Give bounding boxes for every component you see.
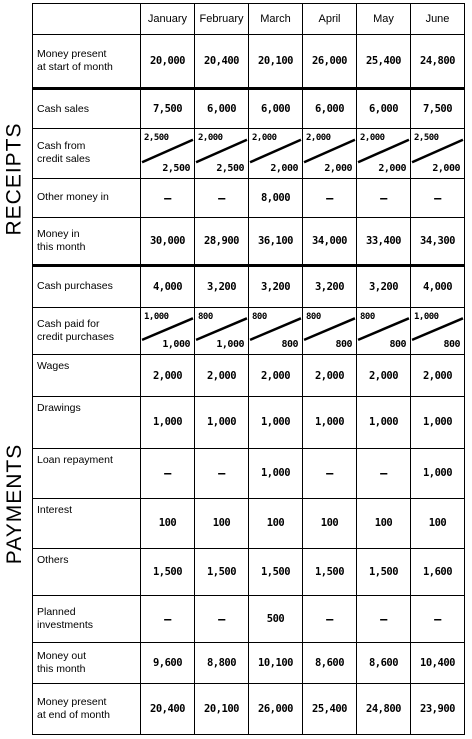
split-value-cell <box>141 307 195 355</box>
value-cell: — <box>357 448 411 498</box>
row-label-line: Planned <box>37 605 76 618</box>
value-cell: 20,400 <box>195 35 249 89</box>
table-row-cash-purchases <box>33 265 465 307</box>
row-label-line: Money out <box>37 650 87 663</box>
split-cell-content <box>249 308 302 355</box>
value-cell: 1,600 <box>411 548 465 595</box>
split-value-cell <box>357 307 411 355</box>
value-cell: — <box>141 448 195 498</box>
row-label <box>33 265 141 307</box>
planned-value: 2,500 <box>414 132 439 143</box>
row-label-line: this month <box>37 663 86 676</box>
planned-value: 800 <box>360 311 375 322</box>
value-cell: 26,000 <box>249 683 303 734</box>
value-cell: 28,900 <box>195 218 249 266</box>
value-cell: 9,600 <box>141 643 195 684</box>
month-header: February <box>195 4 249 35</box>
actual-value: 800 <box>281 339 298 351</box>
value-cell: 8,000 <box>249 178 303 218</box>
value-cell: 1,000 <box>249 448 303 498</box>
value-cell: 1,000 <box>411 448 465 498</box>
table-row-drawings <box>33 396 465 448</box>
actual-value: 800 <box>389 339 406 351</box>
split-value-cell <box>303 128 357 178</box>
actual-value: 1,000 <box>216 339 244 351</box>
row-label <box>33 89 141 129</box>
table-row-start <box>33 35 465 89</box>
value-cell: 1,000 <box>249 396 303 448</box>
value-cell: 1,500 <box>357 548 411 595</box>
table-row-other-in <box>33 178 465 218</box>
row-label-line: Loan repayment <box>37 453 113 466</box>
value-cell: 3,200 <box>303 265 357 307</box>
split-value-cell <box>141 128 195 178</box>
row-label <box>33 448 141 498</box>
value-cell: 7,500 <box>411 89 465 129</box>
value-cell: 1,000 <box>411 396 465 448</box>
planned-value: 2,000 <box>252 132 277 143</box>
split-value-cell <box>249 128 303 178</box>
value-cell: — <box>141 178 195 218</box>
value-cell: 6,000 <box>357 89 411 129</box>
value-cell: — <box>303 448 357 498</box>
value-cell: 1,500 <box>195 548 249 595</box>
planned-value: 2,000 <box>306 132 331 143</box>
value-cell: 26,000 <box>303 35 357 89</box>
value-cell: 1,000 <box>195 396 249 448</box>
actual-value: 800 <box>335 339 352 351</box>
row-label <box>33 498 141 548</box>
row-label <box>33 643 141 684</box>
row-label-line: Drawings <box>37 401 81 414</box>
value-cell: 3,200 <box>249 265 303 307</box>
table-row-others <box>33 548 465 595</box>
value-cell: — <box>303 595 357 643</box>
table-row-investments <box>33 595 465 643</box>
value-cell: — <box>411 178 465 218</box>
table-row-end <box>33 683 465 734</box>
value-cell: 4,000 <box>141 265 195 307</box>
value-cell: 8,600 <box>303 643 357 684</box>
split-cell-content <box>141 129 194 178</box>
planned-value: 800 <box>252 311 267 322</box>
value-cell: 10,100 <box>249 643 303 684</box>
value-cell: 24,800 <box>357 683 411 734</box>
split-cell-content <box>411 129 464 178</box>
row-label-line: credit purchases <box>37 330 115 343</box>
row-label <box>33 128 141 178</box>
split-value-cell <box>195 307 249 355</box>
row-label-line: investments <box>37 618 94 631</box>
planned-value: 2,000 <box>360 132 385 143</box>
actual-value: 2,000 <box>324 162 352 174</box>
value-cell: — <box>357 178 411 218</box>
value-cell: 25,400 <box>303 683 357 734</box>
payments-label-text: PAYMENTS <box>3 443 26 565</box>
value-cell: 2,000 <box>249 355 303 397</box>
value-cell: 2,000 <box>303 355 357 397</box>
cash-flow-table <box>32 3 465 735</box>
row-label <box>33 355 141 397</box>
value-cell: 20,000 <box>141 35 195 89</box>
value-cell: 25,400 <box>357 35 411 89</box>
value-cell: 100 <box>195 498 249 548</box>
row-label-line: Cash from <box>37 140 86 153</box>
value-cell: 34,300 <box>411 218 465 266</box>
planned-value: 800 <box>198 311 213 322</box>
split-cell-content <box>357 129 410 178</box>
planned-value: 2,000 <box>198 132 223 143</box>
receipts-section-label <box>0 86 30 272</box>
table-row-loan <box>33 448 465 498</box>
value-cell: 7,500 <box>141 89 195 129</box>
split-value-cell <box>303 307 357 355</box>
value-cell: 6,000 <box>195 89 249 129</box>
payments-section-label <box>0 272 30 736</box>
month-header: March <box>249 4 303 35</box>
value-cell: 23,900 <box>411 683 465 734</box>
value-cell: 4,000 <box>411 265 465 307</box>
value-cell: 100 <box>141 498 195 548</box>
split-cell-content <box>357 308 410 355</box>
split-value-cell <box>249 307 303 355</box>
actual-value: 1,000 <box>162 339 190 351</box>
row-label-line: Other money in <box>37 191 109 204</box>
split-value-cell <box>195 128 249 178</box>
value-cell: — <box>141 595 195 643</box>
value-cell: 2,000 <box>195 355 249 397</box>
actual-value: 800 <box>443 339 460 351</box>
cash-flow-body <box>33 4 465 735</box>
row-label-line: Money present <box>37 48 107 61</box>
split-cell-content <box>411 308 464 355</box>
split-cell-content <box>195 129 248 178</box>
actual-value: 2,000 <box>270 162 298 174</box>
value-cell: 34,000 <box>303 218 357 266</box>
header-blank-cell <box>33 4 141 35</box>
row-label <box>33 548 141 595</box>
value-cell: — <box>411 595 465 643</box>
row-label <box>33 307 141 355</box>
value-cell: 6,000 <box>249 89 303 129</box>
row-label-line: credit sales <box>37 153 91 166</box>
row-label-line: at start of month <box>37 61 113 74</box>
row-label <box>33 683 141 734</box>
month-header: May <box>357 4 411 35</box>
value-cell: 36,100 <box>249 218 303 266</box>
row-label-line: Interest <box>37 503 73 516</box>
split-cell-content <box>303 308 356 355</box>
month-header: June <box>411 4 465 35</box>
value-cell: 500 <box>249 595 303 643</box>
value-cell: 100 <box>357 498 411 548</box>
value-cell: 1,000 <box>357 396 411 448</box>
split-cell-content <box>303 129 356 178</box>
row-label-line: Money present <box>37 695 107 708</box>
planned-value: 800 <box>306 311 321 322</box>
split-value-cell <box>357 128 411 178</box>
row-label <box>33 178 141 218</box>
value-cell: 3,200 <box>195 265 249 307</box>
value-cell: — <box>303 178 357 218</box>
value-cell: 24,800 <box>411 35 465 89</box>
table-row-money-out <box>33 643 465 684</box>
split-cell-content <box>141 308 194 355</box>
value-cell: 10,400 <box>411 643 465 684</box>
split-value-cell <box>411 128 465 178</box>
value-cell: 20,400 <box>141 683 195 734</box>
value-cell: 1,500 <box>249 548 303 595</box>
row-label-line: Money in <box>37 228 80 241</box>
table-row-credit-purchases <box>33 307 465 355</box>
row-label-line: at end of month <box>37 708 110 721</box>
row-label <box>33 396 141 448</box>
value-cell: 3,200 <box>357 265 411 307</box>
table-row-wages <box>33 355 465 397</box>
value-cell: 33,400 <box>357 218 411 266</box>
value-cell: — <box>195 448 249 498</box>
receipts-label-text: RECEIPTS <box>3 122 26 236</box>
planned-value: 1,000 <box>144 311 169 322</box>
value-cell: — <box>357 595 411 643</box>
value-cell: 30,000 <box>141 218 195 266</box>
row-label <box>33 595 141 643</box>
value-cell: 2,000 <box>141 355 195 397</box>
value-cell: 8,600 <box>357 643 411 684</box>
value-cell: 100 <box>411 498 465 548</box>
row-label-line: Cash purchases <box>37 280 113 293</box>
row-label-line: Wages <box>37 360 70 373</box>
row-label-line: this month <box>37 241 86 254</box>
table-row-cash-sales <box>33 89 465 129</box>
value-cell: 100 <box>303 498 357 548</box>
value-cell: 1,500 <box>141 548 195 595</box>
table-row-credit-sales <box>33 128 465 178</box>
row-label-line: Others <box>37 553 69 566</box>
value-cell: 20,100 <box>249 35 303 89</box>
row-label-line: Cash paid for <box>37 317 100 330</box>
value-cell: 8,800 <box>195 643 249 684</box>
row-label <box>33 218 141 266</box>
month-header: April <box>303 4 357 35</box>
value-cell: — <box>195 178 249 218</box>
split-value-cell <box>411 307 465 355</box>
value-cell: 1,500 <box>303 548 357 595</box>
split-cell-content <box>249 129 302 178</box>
table-row-money-in <box>33 218 465 266</box>
actual-value: 2,000 <box>432 162 460 174</box>
value-cell: — <box>195 595 249 643</box>
actual-value: 2,500 <box>216 162 244 174</box>
split-cell-content <box>195 308 248 355</box>
value-cell: 2,000 <box>357 355 411 397</box>
actual-value: 2,500 <box>162 162 190 174</box>
row-label <box>33 35 141 89</box>
month-header: January <box>141 4 195 35</box>
planned-value: 2,500 <box>144 132 169 143</box>
value-cell: 1,000 <box>141 396 195 448</box>
table-row-header <box>33 4 465 35</box>
value-cell: 20,100 <box>195 683 249 734</box>
value-cell: 1,000 <box>303 396 357 448</box>
value-cell: 100 <box>249 498 303 548</box>
row-label-line: Cash sales <box>37 102 89 115</box>
value-cell: 6,000 <box>303 89 357 129</box>
actual-value: 2,000 <box>378 162 406 174</box>
table-row-interest <box>33 498 465 548</box>
planned-value: 1,000 <box>414 311 439 322</box>
value-cell: 2,000 <box>411 355 465 397</box>
